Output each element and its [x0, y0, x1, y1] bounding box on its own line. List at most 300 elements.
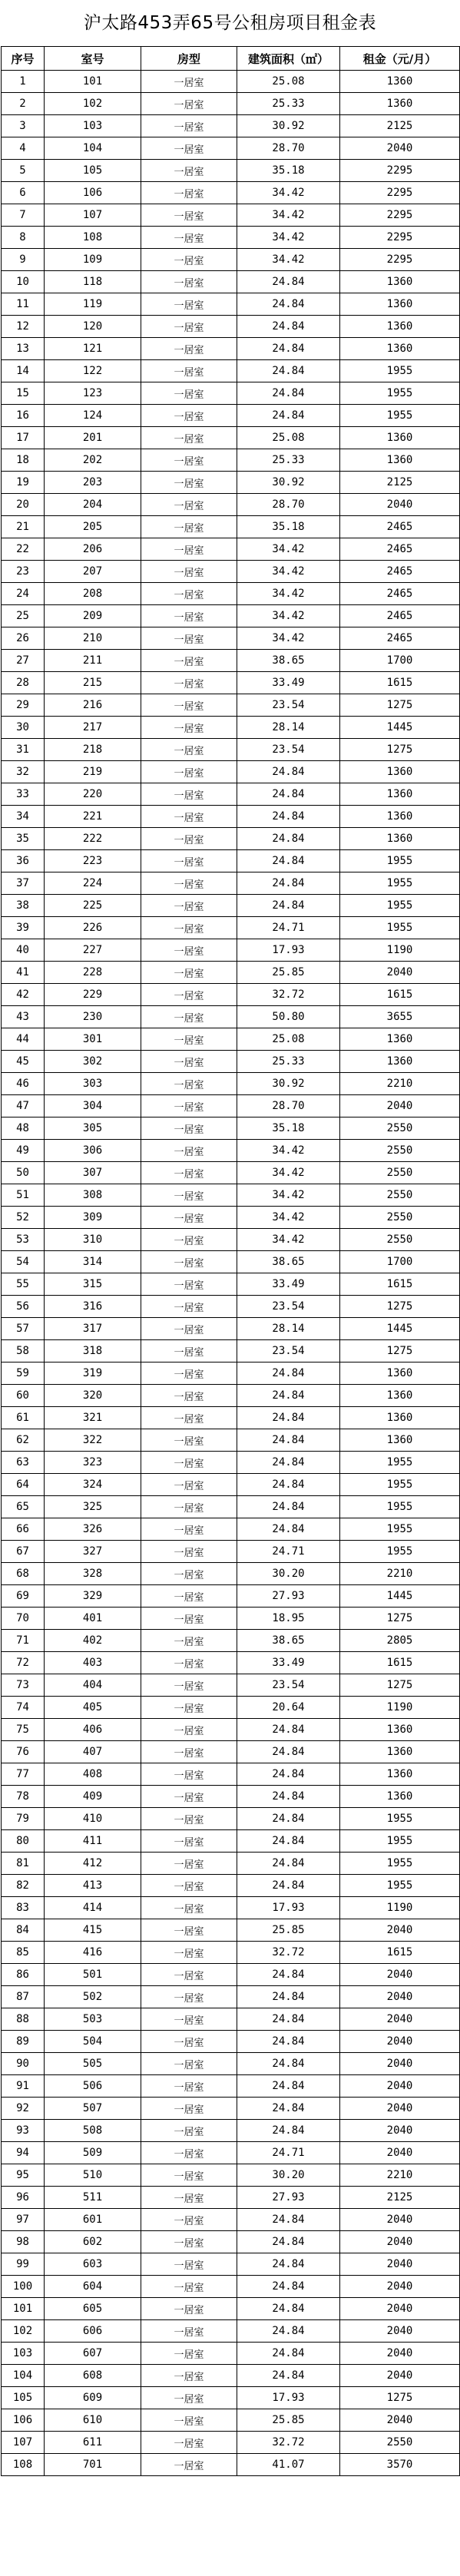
- cell-index: 1: [2, 71, 45, 93]
- cell-floor-area: 24.84: [237, 382, 340, 405]
- table-row: [2, 895, 460, 917]
- cell-room-number: 511: [45, 2187, 141, 2209]
- cell-room-number: 118: [45, 271, 141, 293]
- cell-room-type: 一居室: [141, 338, 237, 360]
- cell-room-type: 一居室: [141, 1942, 237, 1964]
- table-row: [2, 1652, 460, 1674]
- cell-index: 4: [2, 137, 45, 160]
- table-row: [2, 2187, 460, 2209]
- table-row: [2, 1741, 460, 1763]
- cell-room-number: 104: [45, 137, 141, 160]
- cell-index: 60: [2, 1385, 45, 1407]
- cell-room-type: 一居室: [141, 1608, 237, 1630]
- cell-floor-area: 34.42: [237, 1207, 340, 1229]
- cell-room-type: 一居室: [141, 1073, 237, 1095]
- cell-room-type: 一居室: [141, 2164, 237, 2187]
- cell-room-number: 224: [45, 872, 141, 895]
- cell-index: 43: [2, 1006, 45, 1028]
- cell-index: 34: [2, 806, 45, 828]
- table-row: [2, 316, 460, 338]
- cell-floor-area: 25.85: [237, 962, 340, 984]
- cell-room-type: 一居室: [141, 1452, 237, 1474]
- table-row: [2, 1674, 460, 1697]
- cell-room-type: 一居室: [141, 1140, 237, 1162]
- cell-room-type: 一居室: [141, 672, 237, 694]
- cell-room-number: 316: [45, 1296, 141, 1318]
- table-row: [2, 850, 460, 872]
- cell-room-number: 215: [45, 672, 141, 694]
- table-row: [2, 828, 460, 850]
- cell-floor-area: 34.42: [237, 1140, 340, 1162]
- cell-floor-area: 30.20: [237, 1563, 340, 1585]
- cell-rent: 1955: [340, 895, 460, 917]
- cell-room-type: 一居室: [141, 1496, 237, 1518]
- cell-room-number: 122: [45, 360, 141, 382]
- cell-room-type: 一居室: [141, 1875, 237, 1897]
- cell-rent: 1275: [340, 1296, 460, 1318]
- cell-rent: 1360: [340, 1407, 460, 1429]
- cell-rent: 2465: [340, 516, 460, 538]
- cell-index: 41: [2, 962, 45, 984]
- header-floor-area: 建筑面积（㎡）: [237, 47, 340, 71]
- cell-index: 39: [2, 917, 45, 939]
- cell-rent: 2040: [340, 2053, 460, 2075]
- cell-room-number: 401: [45, 1608, 141, 1630]
- cell-index: 97: [2, 2209, 45, 2231]
- cell-room-number: 611: [45, 2432, 141, 2454]
- cell-room-number: 406: [45, 1719, 141, 1741]
- cell-rent: 1360: [340, 1051, 460, 1073]
- cell-index: 101: [2, 2298, 45, 2320]
- cell-floor-area: 24.84: [237, 2343, 340, 2365]
- cell-room-type: 一居室: [141, 2432, 237, 2454]
- cell-room-type: 一居室: [141, 249, 237, 271]
- table-row: [2, 1986, 460, 2008]
- cell-index: 24: [2, 583, 45, 605]
- cell-index: 89: [2, 2031, 45, 2053]
- table-row: [2, 137, 460, 160]
- cell-floor-area: 41.07: [237, 2454, 340, 2476]
- cell-rent: 2465: [340, 627, 460, 650]
- cell-rent: 3570: [340, 2454, 460, 2476]
- cell-room-number: 210: [45, 627, 141, 650]
- cell-index: 21: [2, 516, 45, 538]
- cell-rent: 2040: [340, 2365, 460, 2387]
- cell-room-type: 一居室: [141, 1117, 237, 1140]
- cell-room-type: 一居室: [141, 204, 237, 227]
- cell-room-number: 124: [45, 405, 141, 427]
- cell-index: 105: [2, 2387, 45, 2409]
- cell-floor-area: 17.93: [237, 1897, 340, 1919]
- cell-room-type: 一居室: [141, 449, 237, 472]
- cell-rent: 1360: [340, 338, 460, 360]
- cell-rent: 1445: [340, 1585, 460, 1608]
- table-row: [2, 1830, 460, 1853]
- cell-rent: 2550: [340, 1184, 460, 1207]
- cell-room-type: 一居室: [141, 1362, 237, 1385]
- cell-room-number: 123: [45, 382, 141, 405]
- cell-floor-area: 30.20: [237, 2164, 340, 2187]
- cell-floor-area: 34.42: [237, 249, 340, 271]
- cell-room-type: 一居室: [141, 2276, 237, 2298]
- cell-rent: 1360: [340, 783, 460, 806]
- cell-room-number: 303: [45, 1073, 141, 1095]
- cell-room-type: 一居室: [141, 1251, 237, 1273]
- cell-index: 2: [2, 93, 45, 115]
- cell-room-number: 503: [45, 2008, 141, 2031]
- cell-floor-area: 24.84: [237, 1452, 340, 1474]
- cell-room-type: 一居室: [141, 160, 237, 182]
- cell-room-type: 一居室: [141, 538, 237, 561]
- cell-rent: 1955: [340, 1808, 460, 1830]
- cell-floor-area: 24.84: [237, 1808, 340, 1830]
- cell-rent: 1360: [340, 761, 460, 783]
- cell-room-number: 211: [45, 650, 141, 672]
- cell-room-number: 324: [45, 1474, 141, 1496]
- cell-index: 75: [2, 1719, 45, 1741]
- table-row: [2, 1296, 460, 1318]
- table-row: [2, 360, 460, 382]
- cell-floor-area: 18.95: [237, 1608, 340, 1630]
- cell-room-number: 317: [45, 1318, 141, 1340]
- cell-room-type: 一居室: [141, 2231, 237, 2253]
- cell-index: 13: [2, 338, 45, 360]
- cell-room-type: 一居室: [141, 739, 237, 761]
- table-row: [2, 939, 460, 962]
- cell-floor-area: 35.18: [237, 1117, 340, 1140]
- cell-index: 7: [2, 204, 45, 227]
- table-row: [2, 1808, 460, 1830]
- table-row: [2, 694, 460, 717]
- cell-room-type: 一居室: [141, 382, 237, 405]
- cell-room-number: 404: [45, 1674, 141, 1697]
- cell-floor-area: 24.84: [237, 1518, 340, 1541]
- cell-rent: 1360: [340, 71, 460, 93]
- cell-room-number: 414: [45, 1897, 141, 1919]
- cell-floor-area: 25.85: [237, 1919, 340, 1942]
- cell-rent: 2040: [340, 2098, 460, 2120]
- cell-room-type: 一居室: [141, 182, 237, 204]
- cell-rent: 2125: [340, 115, 460, 137]
- cell-room-type: 一居室: [141, 939, 237, 962]
- cell-index: 40: [2, 939, 45, 962]
- cell-room-number: 307: [45, 1162, 141, 1184]
- table-row: [2, 1140, 460, 1162]
- cell-index: 72: [2, 1652, 45, 1674]
- table-row: [2, 1385, 460, 1407]
- cell-room-type: 一居室: [141, 2298, 237, 2320]
- table-row: [2, 2142, 460, 2164]
- table-row: [2, 115, 460, 137]
- cell-index: 80: [2, 1830, 45, 1853]
- cell-room-number: 209: [45, 605, 141, 627]
- table-row: [2, 293, 460, 316]
- table-row: [2, 1897, 460, 1919]
- cell-room-type: 一居室: [141, 1474, 237, 1496]
- cell-rent: 1275: [340, 1340, 460, 1362]
- cell-rent: 1955: [340, 1518, 460, 1541]
- cell-rent: 2550: [340, 1117, 460, 1140]
- cell-rent: 1360: [340, 1741, 460, 1763]
- cell-room-number: 108: [45, 227, 141, 249]
- cell-room-number: 105: [45, 160, 141, 182]
- cell-floor-area: 34.42: [237, 561, 340, 583]
- cell-index: 67: [2, 1541, 45, 1563]
- header-room-type: 房型: [141, 47, 237, 71]
- cell-index: 36: [2, 850, 45, 872]
- table-row: [2, 1719, 460, 1741]
- cell-room-type: 一居室: [141, 583, 237, 605]
- cell-index: 96: [2, 2187, 45, 2209]
- table-row: [2, 516, 460, 538]
- cell-room-number: 218: [45, 739, 141, 761]
- table-row: [2, 1496, 460, 1518]
- cell-room-type: 一居室: [141, 828, 237, 850]
- cell-index: 29: [2, 694, 45, 717]
- cell-index: 69: [2, 1585, 45, 1608]
- cell-index: 3: [2, 115, 45, 137]
- cell-room-type: 一居室: [141, 1853, 237, 1875]
- cell-room-type: 一居室: [141, 2253, 237, 2276]
- cell-room-number: 502: [45, 1986, 141, 2008]
- cell-rent: 2040: [340, 2031, 460, 2053]
- cell-room-number: 402: [45, 1630, 141, 1652]
- cell-index: 25: [2, 605, 45, 627]
- table-row: [2, 717, 460, 739]
- table-row: [2, 672, 460, 694]
- table-row: [2, 93, 460, 115]
- cell-index: 57: [2, 1318, 45, 1340]
- cell-index: 17: [2, 427, 45, 449]
- cell-room-number: 409: [45, 1786, 141, 1808]
- cell-index: 56: [2, 1296, 45, 1318]
- cell-room-number: 107: [45, 204, 141, 227]
- cell-rent: 1360: [340, 449, 460, 472]
- cell-floor-area: 24.84: [237, 806, 340, 828]
- cell-rent: 1955: [340, 872, 460, 895]
- cell-room-number: 510: [45, 2164, 141, 2187]
- cell-rent: 2550: [340, 1229, 460, 1251]
- cell-index: 108: [2, 2454, 45, 2476]
- table-row: [2, 2409, 460, 2432]
- cell-room-type: 一居室: [141, 2343, 237, 2365]
- cell-room-type: 一居室: [141, 2053, 237, 2075]
- cell-index: 37: [2, 872, 45, 895]
- table-row: [2, 1452, 460, 1474]
- cell-rent: 2295: [340, 204, 460, 227]
- cell-room-number: 604: [45, 2276, 141, 2298]
- cell-rent: 2040: [340, 137, 460, 160]
- cell-index: 59: [2, 1362, 45, 1385]
- cell-index: 54: [2, 1251, 45, 1273]
- cell-room-number: 228: [45, 962, 141, 984]
- cell-index: 82: [2, 1875, 45, 1897]
- cell-floor-area: 38.65: [237, 650, 340, 672]
- cell-room-number: 320: [45, 1385, 141, 1407]
- cell-room-type: 一居室: [141, 850, 237, 872]
- cell-rent: 2040: [340, 2409, 460, 2432]
- cell-index: 103: [2, 2343, 45, 2365]
- cell-rent: 2040: [340, 2008, 460, 2031]
- table-row: [2, 1919, 460, 1942]
- cell-rent: 1955: [340, 917, 460, 939]
- table-row: [2, 1051, 460, 1073]
- cell-rent: 2125: [340, 2187, 460, 2209]
- cell-room-type: 一居室: [141, 1674, 237, 1697]
- cell-rent: 1275: [340, 1608, 460, 1630]
- cell-room-number: 201: [45, 427, 141, 449]
- cell-room-type: 一居室: [141, 271, 237, 293]
- cell-index: 20: [2, 494, 45, 516]
- cell-index: 98: [2, 2231, 45, 2253]
- cell-rent: 2040: [340, 2231, 460, 2253]
- cell-rent: 2295: [340, 227, 460, 249]
- cell-index: 61: [2, 1407, 45, 1429]
- cell-rent: 2550: [340, 1207, 460, 1229]
- cell-room-number: 103: [45, 115, 141, 137]
- cell-room-type: 一居室: [141, 516, 237, 538]
- cell-rent: 2125: [340, 472, 460, 494]
- header-room-number: 室号: [45, 47, 141, 71]
- cell-floor-area: 24.84: [237, 1763, 340, 1786]
- table-row: [2, 2387, 460, 2409]
- cell-rent: 2040: [340, 1095, 460, 1117]
- cell-floor-area: 30.92: [237, 115, 340, 137]
- cell-room-type: 一居室: [141, 2454, 237, 2476]
- cell-floor-area: 38.65: [237, 1630, 340, 1652]
- cell-room-number: 225: [45, 895, 141, 917]
- cell-room-number: 415: [45, 1919, 141, 1942]
- cell-index: 90: [2, 2053, 45, 2075]
- cell-rent: 1955: [340, 405, 460, 427]
- cell-rent: 1955: [340, 1452, 460, 1474]
- table-row: [2, 583, 460, 605]
- cell-rent: 1615: [340, 1942, 460, 1964]
- cell-rent: 1615: [340, 1273, 460, 1296]
- table-row: [2, 71, 460, 93]
- cell-room-number: 109: [45, 249, 141, 271]
- cell-floor-area: 50.80: [237, 1006, 340, 1028]
- cell-room-type: 一居室: [141, 1741, 237, 1763]
- table-row: [2, 2053, 460, 2075]
- table-row: [2, 2008, 460, 2031]
- header-rent: 租金（元/月）: [340, 47, 460, 71]
- cell-floor-area: 34.42: [237, 605, 340, 627]
- cell-room-type: 一居室: [141, 93, 237, 115]
- cell-floor-area: 27.93: [237, 2187, 340, 2209]
- table-row: [2, 2031, 460, 2053]
- table-row: [2, 1763, 460, 1786]
- cell-room-type: 一居室: [141, 1006, 237, 1028]
- cell-room-type: 一居室: [141, 1207, 237, 1229]
- cell-room-number: 306: [45, 1140, 141, 1162]
- cell-floor-area: 28.14: [237, 717, 340, 739]
- cell-index: 5: [2, 160, 45, 182]
- cell-index: 11: [2, 293, 45, 316]
- table-row: [2, 160, 460, 182]
- table-row: [2, 1697, 460, 1719]
- cell-index: 44: [2, 1028, 45, 1051]
- cell-index: 47: [2, 1095, 45, 1117]
- cell-index: 8: [2, 227, 45, 249]
- cell-index: 71: [2, 1630, 45, 1652]
- cell-room-type: 一居室: [141, 2209, 237, 2231]
- cell-rent: 2465: [340, 583, 460, 605]
- cell-floor-area: 34.42: [237, 627, 340, 650]
- cell-rent: 1275: [340, 694, 460, 717]
- cell-room-number: 321: [45, 1407, 141, 1429]
- cell-floor-area: 24.84: [237, 1496, 340, 1518]
- cell-room-number: 323: [45, 1452, 141, 1474]
- cell-rent: 1360: [340, 1786, 460, 1808]
- cell-room-type: 一居室: [141, 962, 237, 984]
- cell-rent: 1700: [340, 1251, 460, 1273]
- table-row: [2, 2164, 460, 2187]
- cell-rent: 2040: [340, 1964, 460, 1986]
- cell-index: 68: [2, 1563, 45, 1585]
- cell-room-number: 403: [45, 1652, 141, 1674]
- table-row: [2, 2253, 460, 2276]
- cell-floor-area: 34.42: [237, 1229, 340, 1251]
- cell-room-type: 一居室: [141, 1162, 237, 1184]
- table-row: [2, 1028, 460, 1051]
- cell-rent: 1190: [340, 1697, 460, 1719]
- cell-room-number: 101: [45, 71, 141, 93]
- cell-room-type: 一居室: [141, 1563, 237, 1585]
- cell-index: 38: [2, 895, 45, 917]
- table-row: [2, 2231, 460, 2253]
- table-row: [2, 472, 460, 494]
- cell-floor-area: 32.72: [237, 2432, 340, 2454]
- table-row: [2, 494, 460, 516]
- table-row: [2, 650, 460, 672]
- cell-rent: 1190: [340, 1897, 460, 1919]
- cell-room-type: 一居室: [141, 1407, 237, 1429]
- cell-index: 31: [2, 739, 45, 761]
- table-row: [2, 1362, 460, 1385]
- cell-room-type: 一居室: [141, 2142, 237, 2164]
- cell-room-number: 501: [45, 1964, 141, 1986]
- cell-floor-area: 24.84: [237, 360, 340, 382]
- table-row: [2, 1608, 460, 1630]
- cell-room-type: 一居室: [141, 1318, 237, 1340]
- cell-room-number: 610: [45, 2409, 141, 2432]
- cell-floor-area: 24.84: [237, 2075, 340, 2098]
- cell-rent: 2040: [340, 1986, 460, 2008]
- table-row: [2, 1853, 460, 1875]
- cell-floor-area: 24.84: [237, 1853, 340, 1875]
- cell-rent: 1955: [340, 850, 460, 872]
- cell-floor-area: 25.08: [237, 427, 340, 449]
- cell-room-number: 121: [45, 338, 141, 360]
- cell-index: 78: [2, 1786, 45, 1808]
- cell-rent: 1360: [340, 316, 460, 338]
- cell-room-type: 一居室: [141, 1986, 237, 2008]
- cell-floor-area: 28.14: [237, 1318, 340, 1340]
- cell-rent: 1360: [340, 1763, 460, 1786]
- cell-rent: 1955: [340, 1875, 460, 1897]
- cell-room-type: 一居室: [141, 1296, 237, 1318]
- cell-room-type: 一居室: [141, 316, 237, 338]
- cell-rent: 2040: [340, 2209, 460, 2231]
- cell-room-type: 一居室: [141, 1763, 237, 1786]
- table-row: [2, 1541, 460, 1563]
- cell-floor-area: 34.42: [237, 204, 340, 227]
- table-row: [2, 2276, 460, 2298]
- cell-room-number: 230: [45, 1006, 141, 1028]
- cell-room-type: 一居室: [141, 1697, 237, 1719]
- cell-floor-area: 24.84: [237, 1474, 340, 1496]
